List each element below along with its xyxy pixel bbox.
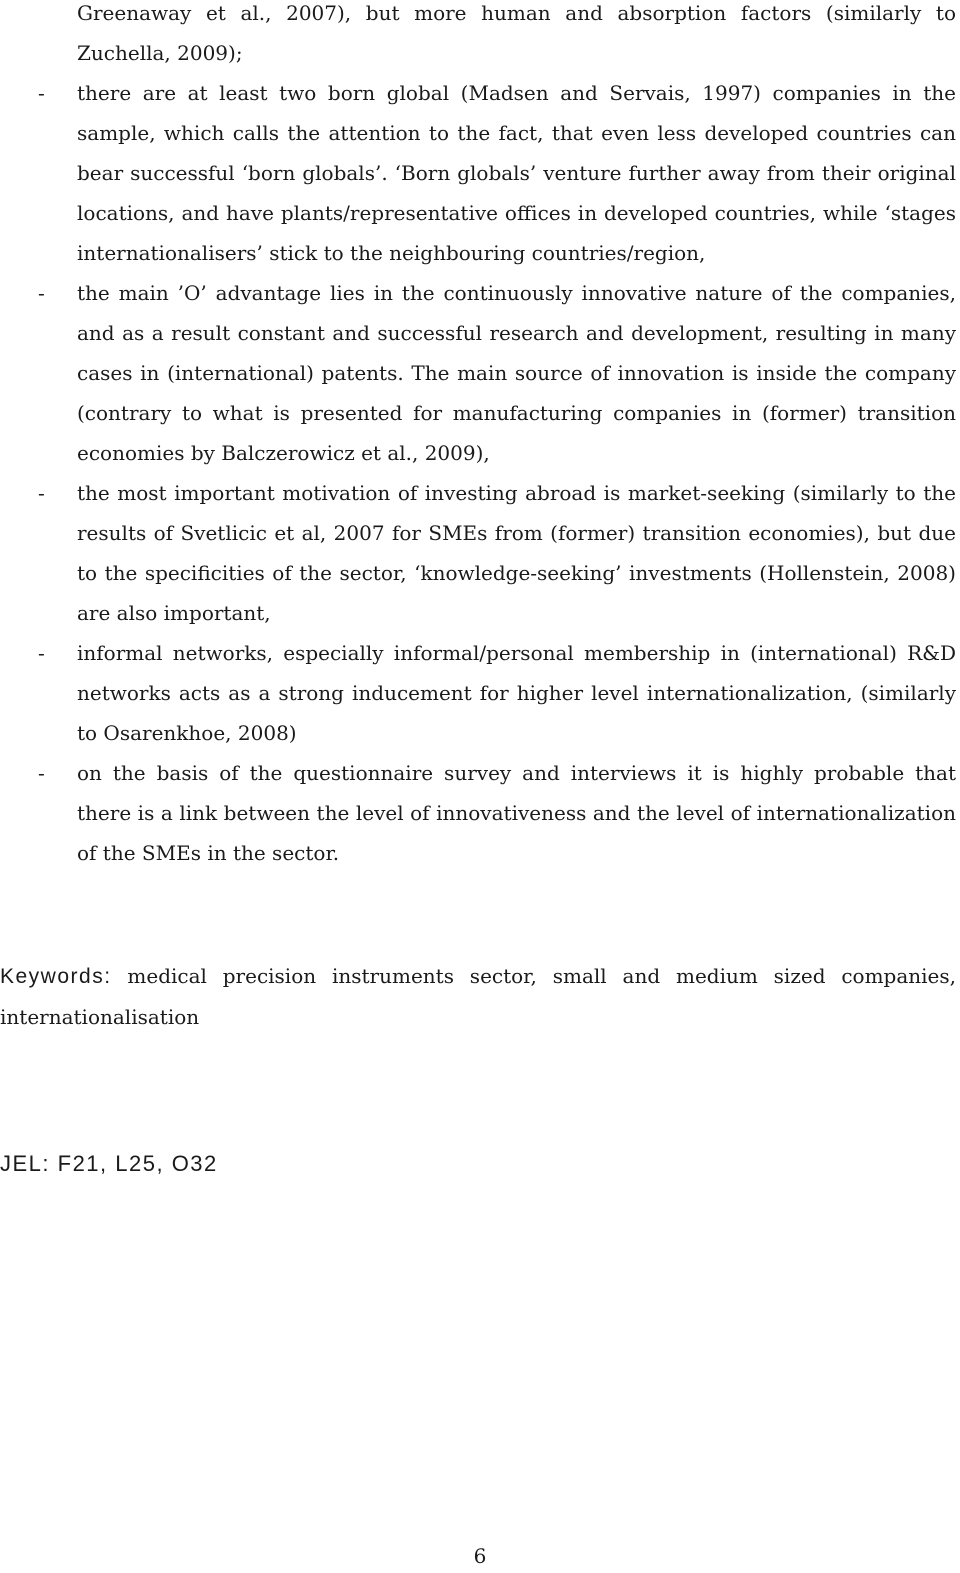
finding-item	[0, 473, 956, 633]
bullet-dash: -	[38, 761, 45, 785]
jel-codes: JEL: F21, L25, O32	[0, 1151, 218, 1176]
bullet-dash: -	[38, 641, 45, 665]
continuation-paragraph: Greenaway et al., 2007), but more human and absorption factors (similarly to Zuchella, 2009);	[77, 1, 956, 65]
finding-item	[0, 633, 956, 753]
findings-list	[0, 73, 956, 873]
keywords-line	[0, 956, 956, 1038]
finding-item	[0, 273, 956, 473]
bullet-dash: -	[38, 481, 45, 505]
bullet-dash: -	[38, 281, 45, 305]
bullet-dash: -	[38, 81, 45, 105]
page-number: 6	[473, 1544, 487, 1568]
finding-text: there are at least two born global (Madsen and Servais, 1997) companies in the sample, which calls the attention to the fact, that even less developed countries can bear successful ‘born globals’. ‘Born globals’ venture further away from their original locations, and have plants/representative offices in developed countries, while ‘stages internationalisers’ stick to the neighbouring countries/region,	[77, 81, 956, 265]
finding-item	[0, 73, 956, 273]
finding-text: the most important motivation of investing abroad is market-seeking (similarly to the results of Svetlicic et al, 2007 for SMEs from (former) transition economies), but due to the specificities of the sector, ‘knowledge-seeking’ investments (Hollenstein, 2008) are also important,	[77, 481, 956, 625]
keywords-text: medical precision instruments sector, small and medium sized companies, internationalisation	[0, 964, 957, 1029]
keywords-label: Keywords:	[0, 965, 112, 988]
finding-text: informal networks, especially informal/personal membership in (international) R&D networks acts as a strong inducement for higher level internationalization, (similarly to Osarenkhoe, 2008)	[77, 641, 956, 745]
finding-item	[0, 753, 956, 873]
finding-text: the main ’O’ advantage lies in the continuously innovative nature of the companies, and as a result constant and successful research and development, resulting in many cases in (international) patents. The main source of innovation is inside the company (contrary to what is presented for manufacturing companies in (former) transition economies by Balczerowicz et al., 2009),	[77, 281, 956, 465]
finding-text: on the basis of the questionnaire survey and interviews it is highly probable that there is a link between the level of innovativeness and the level of internationalization of the SMEs in the sector.	[77, 761, 956, 865]
